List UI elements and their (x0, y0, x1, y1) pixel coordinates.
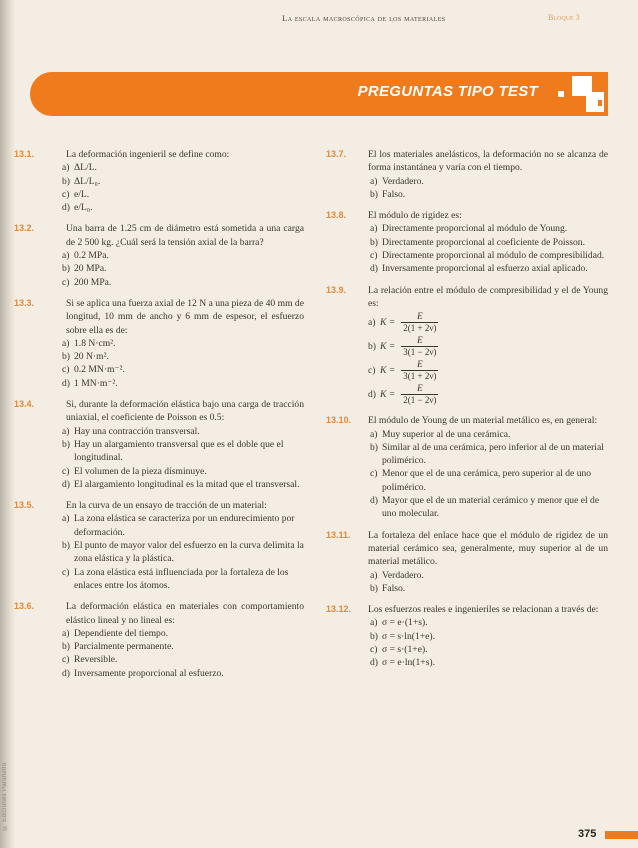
option-label: a) (62, 162, 70, 174)
option-text: Directamente proporcional al módulo de Young. (382, 223, 568, 235)
option-label: c) (370, 468, 378, 480)
option-label: c) (62, 654, 70, 666)
question (326, 529, 608, 595)
question-number: 13.6. (14, 601, 35, 612)
question-number: 13.1. (14, 149, 35, 159)
question (14, 499, 304, 592)
answer-option (326, 262, 608, 275)
option-text: Hay un alargamiento transversal que es el doble que el longitudinal. (74, 438, 284, 464)
option-label: b) (62, 263, 70, 275)
option-text: 20 MPa. (74, 263, 107, 275)
answer-option (326, 222, 608, 235)
option-text: La zona elástica está influenciada por la fortaleza de los enlaces entre los átomos. (74, 566, 289, 591)
formula-lhs: K = (380, 364, 396, 376)
option-label: d) (368, 388, 376, 400)
answer-option (326, 441, 608, 468)
fraction-numerator: E (417, 358, 423, 369)
question (326, 284, 608, 407)
question-text: En la curva de un ensayo de tracción de un material: (66, 500, 267, 512)
answer-option (326, 582, 608, 595)
option-text: Falso. (382, 582, 406, 594)
question-number: 13.7. (326, 149, 347, 159)
option-text: Directamente proporcional al coeficiente de Poisson. (382, 236, 585, 248)
question-text: La fortaleza del enlace hace que el módulo de rigidez de un material cerámico sea, generalmente, muy superior al de un material metálico. (368, 529, 608, 568)
answer-option (14, 667, 304, 680)
option-text: Directamente proporcional al módulo de compresibilidad. (382, 250, 605, 262)
question-number: 13.9. (326, 284, 347, 295)
option-label: c) (370, 250, 378, 262)
option-label: d) (62, 667, 70, 679)
running-head (0, 13, 638, 27)
question-text: La deformación ingenieril se define como: (66, 149, 230, 160)
option-label: d) (62, 478, 70, 490)
page-tab (605, 831, 638, 839)
option-text: Verdadero. (382, 175, 424, 187)
answer-option (14, 363, 304, 376)
question (326, 414, 608, 520)
question (326, 209, 608, 275)
fraction-denominator: 3(1 − 2ν) (403, 346, 437, 357)
formula-option (326, 382, 608, 406)
answer-option (326, 175, 608, 188)
option-label: d) (370, 657, 378, 669)
option-text: Mayor que el de un material cerámico y menor que el de uno molecular. (382, 495, 600, 520)
answer-option (326, 643, 608, 656)
answer-option (326, 249, 608, 262)
option-label: a) (62, 513, 70, 525)
page-number: 375 (578, 828, 597, 840)
option-text: Parcialmente permanente. (74, 641, 174, 653)
answer-option (14, 640, 304, 653)
question (14, 600, 304, 680)
option-label: b) (370, 630, 378, 642)
option-label: b) (62, 438, 70, 450)
question-number: 13.2. (14, 223, 35, 234)
option-label: a) (368, 316, 376, 328)
answer-option (326, 236, 608, 249)
option-label: c) (62, 364, 70, 376)
question-text: El los materiales anelásticos, la deformación no se alcanza de forma instantánea y varía con el tiempo. (368, 149, 608, 174)
banner-dot-icon (558, 91, 564, 97)
question-text: Los esfuerzos reales e ingenieriles se relacionan a través de: (368, 604, 599, 616)
question-text: La deformación elástica en materiales con comportamiento elástico lineal y no lineal es: (66, 601, 304, 626)
option-text: ΔL/L. (74, 162, 97, 174)
answer-option (14, 653, 304, 666)
question-number: 13.11. (326, 529, 351, 540)
running-head-title: La escala macroscópica de los materiales (282, 13, 446, 23)
question (14, 148, 304, 214)
option-label: c) (368, 364, 376, 376)
option-label: a) (62, 250, 70, 262)
formula-fraction (401, 383, 438, 406)
option-label: b) (370, 188, 378, 200)
right-column (326, 148, 608, 678)
question-text: El módulo de Young de un material metálico es, en general: (368, 415, 598, 427)
answer-option (14, 478, 304, 491)
answer-option (326, 428, 608, 441)
running-head-block: Bloque 3 (548, 13, 580, 22)
answer-option (14, 161, 304, 174)
fraction-numerator: E (417, 382, 423, 393)
answer-option (14, 262, 304, 275)
option-text: Muy superior al de una cerámica. (382, 428, 511, 440)
question-number: 13.3. (14, 297, 35, 308)
fraction-denominator: 2(1 − 2ν) (403, 394, 437, 405)
option-label: b) (62, 175, 70, 187)
question (14, 297, 304, 390)
option-label: c) (62, 188, 70, 200)
question-text: Si, durante la deformación elástica bajo una carga de tracción uniaxial, el coeficiente de Poisson es 0.5: (66, 399, 304, 424)
option-label: b) (62, 351, 70, 363)
answer-option (14, 539, 304, 566)
question-text: Si se aplica una fuerza axial de 12 N a una pieza de 40 mm de longitud, 10 mm de ancho y 6 mm de espesor, el esfuerzo sobre ella es de: (66, 297, 304, 336)
option-label: d) (370, 263, 378, 275)
question-number: 13.5. (14, 500, 35, 511)
answer-option (14, 201, 304, 214)
option-label: c) (370, 644, 378, 656)
answer-option (326, 616, 608, 629)
question (326, 148, 608, 201)
left-column (14, 148, 304, 688)
answer-option (14, 188, 304, 201)
option-text: e/L. (74, 188, 90, 200)
answer-option (14, 566, 304, 593)
answer-option (326, 569, 608, 582)
option-text: 200 MPa. (74, 276, 112, 288)
option-text: Inversamente proporcional al esfuerzo. (74, 667, 224, 679)
option-text: 0.2 MN·m⁻². (74, 364, 125, 376)
formula-lhs: K = (380, 316, 396, 328)
option-label: b) (370, 236, 378, 248)
answer-option (14, 465, 304, 478)
formula-lhs: K = (380, 340, 396, 352)
answer-option (326, 494, 608, 521)
question-number: 13.10. (326, 415, 352, 426)
option-text: 0.2 MPa. (74, 250, 109, 262)
formula-lhs: K = (380, 388, 396, 400)
option-text: El volumen de la pieza disminuye. (74, 465, 207, 477)
option-label: a) (370, 428, 378, 440)
option-label: b) (370, 582, 378, 594)
question-number: 13.12. (326, 604, 352, 615)
option-label: b) (62, 540, 70, 552)
option-text: Similar al de una cerámica, pero inferior al de un material polimérico. (382, 441, 604, 467)
formula-option (326, 334, 608, 358)
formula-fraction (401, 335, 438, 358)
fraction-denominator: 3(1 + 2ν) (403, 370, 437, 381)
option-label: a) (370, 569, 378, 581)
option-text: σ = s·(1+e). (382, 644, 428, 656)
option-label: c) (62, 465, 70, 477)
option-label: a) (370, 617, 378, 629)
option-text: Menor que el de una cerámica, pero superior al de uno polimérico. (382, 468, 592, 493)
answer-option (14, 337, 304, 350)
option-label: a) (370, 175, 378, 187)
answer-option (14, 175, 304, 188)
answer-option (326, 467, 608, 494)
answer-option (14, 276, 304, 289)
option-label: a) (370, 223, 378, 235)
question-number: 13.8. (326, 210, 347, 221)
option-text: Falso. (382, 188, 406, 200)
option-label: c) (62, 276, 70, 288)
option-label: d) (62, 377, 70, 389)
option-text: σ = s·ln(1+e). (382, 630, 436, 642)
question (14, 398, 304, 491)
section-banner (30, 72, 608, 116)
option-text: Dependiente del tiempo. (74, 627, 169, 639)
formula-fraction (401, 359, 438, 382)
option-text: Inversamente proporcional al esfuerzo axial aplicado. (382, 263, 588, 275)
option-label: a) (62, 425, 70, 437)
fraction-numerator: E (417, 334, 423, 345)
formula-option (326, 310, 608, 334)
option-text: ΔL/L₀. (74, 175, 101, 187)
question-number: 13.4. (14, 399, 35, 410)
answer-option (14, 377, 304, 390)
option-text: Reversible. (74, 654, 118, 666)
option-label: b) (370, 441, 378, 453)
option-label: c) (62, 566, 70, 578)
option-label: a) (62, 337, 70, 349)
option-label: a) (62, 627, 70, 639)
option-text: e/L₀. (74, 202, 93, 214)
fraction-numerator: E (417, 310, 423, 321)
answer-option (326, 630, 608, 643)
option-text: Verdadero. (382, 569, 424, 581)
option-text: 1 MN·m⁻². (74, 377, 118, 389)
question-text: La relación entre el módulo de compresibilidad y el de Young es: (368, 284, 608, 309)
answer-option (14, 438, 304, 465)
banner-title: PREGUNTAS TIPO TEST (357, 83, 538, 100)
answer-option (14, 425, 304, 438)
answer-option (14, 249, 304, 262)
option-text: 20 N·m². (74, 351, 109, 363)
option-text: El punto de mayor valor del esfuerzo en la curva delimita la zona elástica y la plástica. (74, 540, 304, 565)
banner-square-icon (598, 100, 602, 106)
question-text: Una barra de 1.25 cm de diámetro está sometida a una carga de 2 500 kg. ¿Cuál será la tensión axial de la barra? (66, 223, 304, 248)
answer-option (14, 350, 304, 363)
question-text: El módulo de rigidez es: (368, 210, 462, 222)
answer-option (326, 188, 608, 201)
formula-fraction (401, 311, 438, 334)
fraction-denominator: 2(1 + 2ν) (403, 322, 437, 333)
option-text: El alargamiento longitudinal es la mitad que el transversal. (74, 478, 300, 490)
option-label: d) (370, 495, 378, 507)
option-text: σ = e·(1+s). (382, 617, 428, 629)
formula-option (326, 358, 608, 382)
option-text: σ = e·ln(1+s). (382, 657, 436, 669)
answer-option (326, 656, 608, 669)
answer-option (14, 512, 304, 539)
question (326, 603, 608, 669)
answer-option (14, 627, 304, 640)
option-label: b) (62, 641, 70, 653)
option-text: 1.8 N·cm². (74, 337, 116, 349)
question (14, 222, 304, 288)
option-text: La zona elástica se caracteriza por un endurecimiento por deformación. (74, 513, 295, 538)
option-label: b) (368, 340, 376, 352)
copyright-note: © Ediciones Paraninfo (2, 762, 8, 830)
option-label: d) (62, 202, 70, 214)
option-text: Hay una contracción transversal. (74, 425, 200, 437)
